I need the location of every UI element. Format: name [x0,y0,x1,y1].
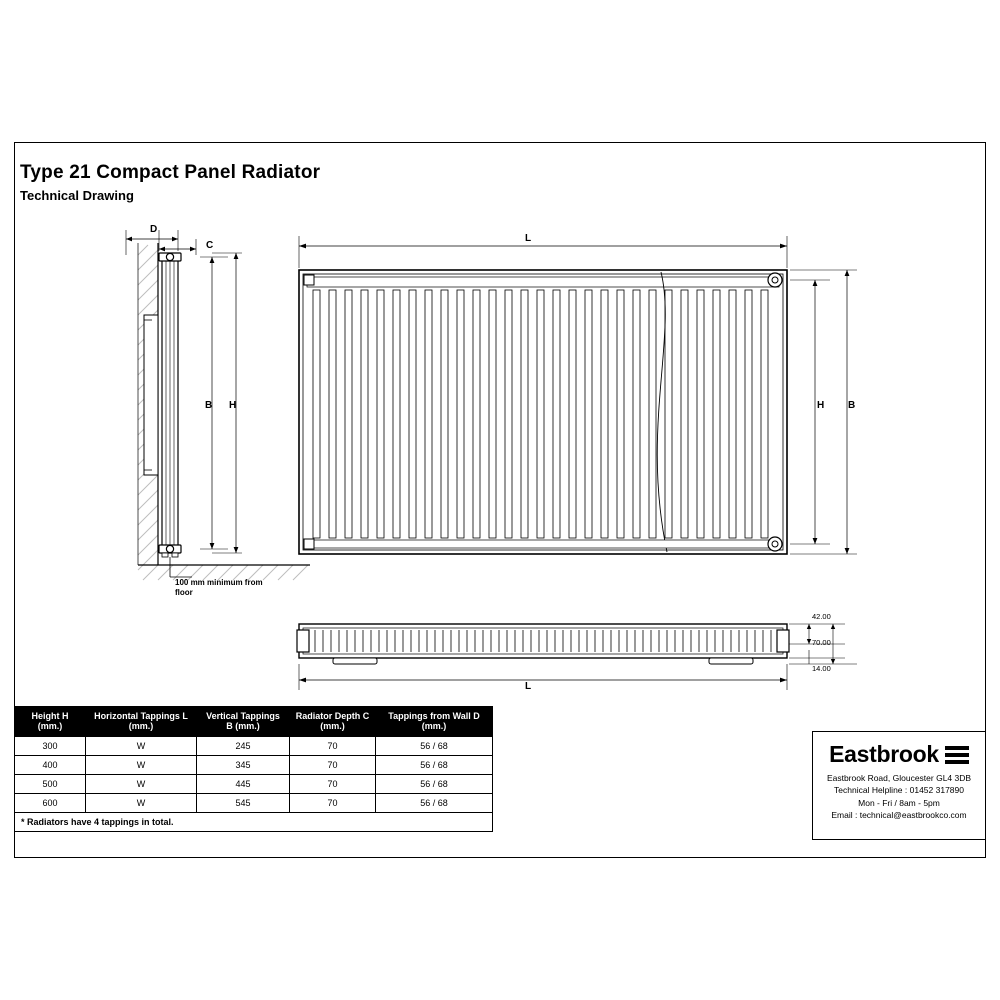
col-vertical-tappings-label: Vertical Tappings B (mm.) [206,711,280,732]
floor-clearance-note: 100 mm minimum from floor [175,578,263,597]
company-email: Email : technical@eastbrookco.com [831,809,967,820]
cell-height: 600 [15,793,86,812]
dim-label-h-side: H [229,400,237,411]
dim-label-42: 42.00 [812,612,831,621]
cell-vertical: 445 [197,774,290,793]
cell-vertical: 245 [197,736,290,755]
cell-depth: 70 [290,793,376,812]
table-footnote-row [15,812,493,831]
cell-wall: 56 / 68 [376,755,493,774]
plan-view-drawing [285,610,870,705]
cell-horizontal: W [86,774,197,793]
front-view-drawing [285,228,870,588]
col-radiator-depth [290,707,376,737]
eastbrook-bars-icon [945,746,969,764]
company-address: Eastbrook Road, Gloucester GL4 3DB [826,773,972,783]
page-title: Type 21 Compact Panel Radiator [20,162,321,183]
cell-depth: 70 [290,736,376,755]
table-row [15,755,493,774]
cell-horizontal: W [86,736,197,755]
cell-wall: 56 / 68 [376,774,493,793]
dim-label-70: 70.00 [812,638,831,647]
table-row [15,793,493,812]
col-horizontal-tappings [86,707,197,737]
cell-vertical: 545 [197,793,290,812]
company-helpline: Technical Helpline : 01452 317890 [834,785,964,796]
cell-wall: 56 / 68 [376,736,493,755]
cell-horizontal: W [86,793,197,812]
cell-horizontal: W [86,755,197,774]
company-name: Eastbrook [829,741,939,767]
dim-label-b-side: B [205,400,213,411]
cell-height: 500 [15,774,86,793]
dim-label-l-front: L [525,233,532,244]
cell-height: 300 [15,736,86,755]
cell-depth: 70 [290,774,376,793]
cell-vertical: 345 [197,755,290,774]
col-radiator-depth-label: Radiator Depth C (mm.) [295,711,370,732]
col-tappings-from-wall-label: Tappings from Wall D (mm.) [388,711,480,732]
cell-depth: 70 [290,755,376,774]
company-info-box [812,731,986,840]
table-row [15,736,493,755]
dim-label-c: C [206,240,214,251]
col-height-h [15,707,86,737]
dim-label-h-front: H [817,400,825,411]
col-height-h-label: Height H (mm.) [31,711,69,732]
company-hours: Mon - Fri / 8am - 5pm [858,797,940,808]
col-tappings-from-wall [376,707,493,737]
dim-label-14: 14.00 [812,664,831,673]
col-vertical-tappings [197,707,290,737]
page-subtitle: Technical Drawing [20,188,134,203]
table-header-row [15,707,493,737]
cell-height: 400 [15,755,86,774]
col-horizontal-tappings-label: Horizontal Tappings L (mm.) [94,711,188,732]
cell-wall: 56 / 68 [376,793,493,812]
dim-label-l-plan: L [525,681,532,692]
company-logo [813,741,985,768]
dim-label-b-front: B [848,400,856,411]
specification-table [14,706,493,832]
dim-label-d: D [150,224,158,235]
table-row [15,774,493,793]
table-footnote: * Radiators have 4 tappings in total. [15,812,493,831]
